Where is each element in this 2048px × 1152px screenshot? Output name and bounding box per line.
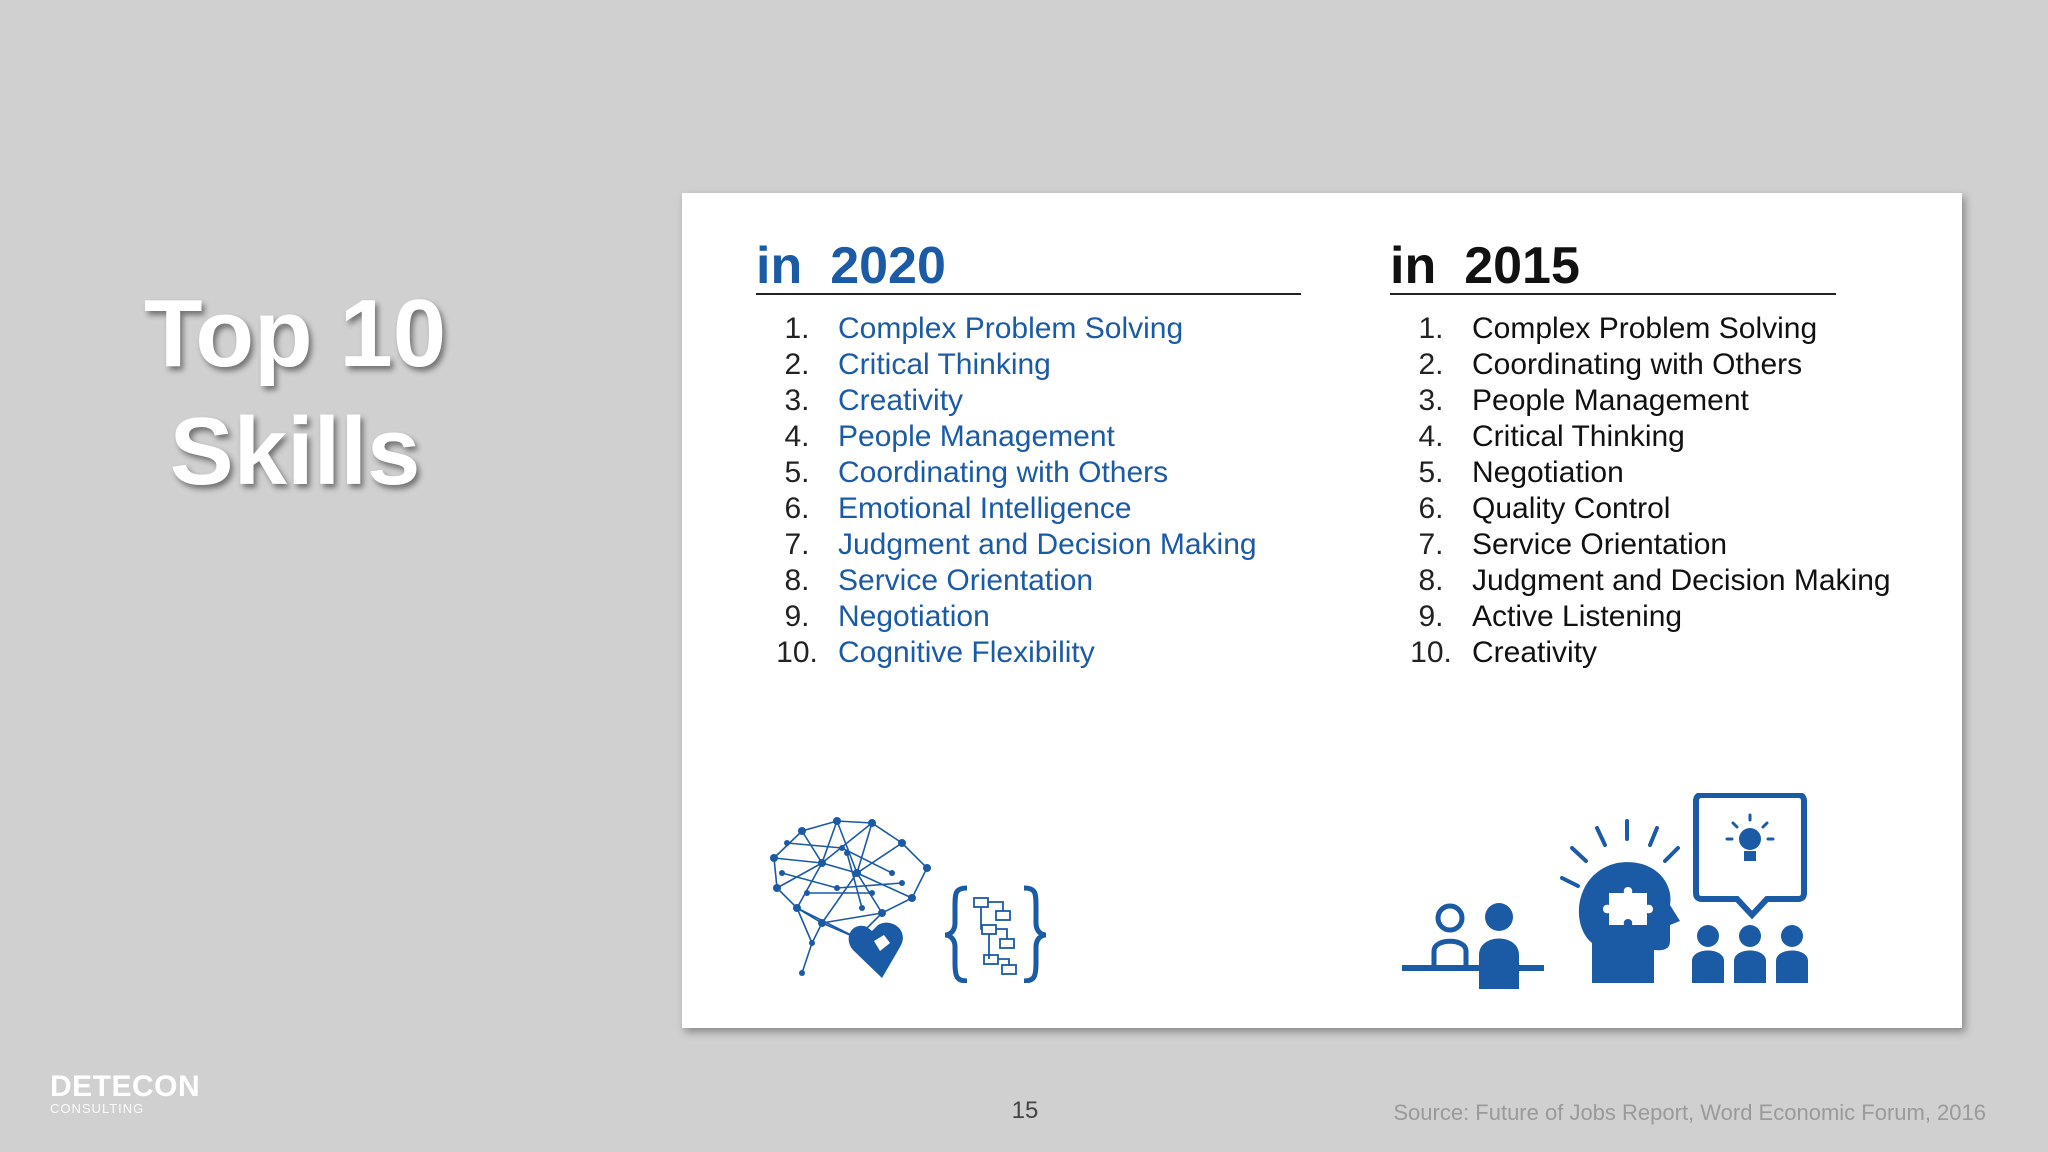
item-text: Creativity xyxy=(838,384,964,417)
item-number: 4. xyxy=(1418,420,1444,453)
item-text: Coordinating with Others xyxy=(838,456,1169,489)
list-item xyxy=(1390,527,1910,563)
list-item xyxy=(1390,311,1910,347)
item-text: Coordinating with Others xyxy=(1472,348,1803,381)
logo-subtitle: CONSULTING xyxy=(50,1101,145,1116)
column-2015-heading xyxy=(1390,239,1836,295)
list-item xyxy=(756,419,1301,455)
item-text: Critical Thinking xyxy=(1472,420,1685,453)
list-item xyxy=(756,563,1301,599)
item-number: 7. xyxy=(1418,528,1444,561)
item-text: Complex Problem Solving xyxy=(838,312,1184,345)
item-text: Service Orientation xyxy=(1472,528,1728,561)
list-item xyxy=(1390,491,1910,527)
item-number: 9. xyxy=(1418,600,1444,633)
list-item xyxy=(756,491,1301,527)
code-braces-icon xyxy=(945,888,1046,981)
detecon-logo xyxy=(50,1072,200,1116)
item-text: Creativity xyxy=(1472,636,1598,669)
item-text: People Management xyxy=(838,420,1115,453)
item-text: Judgment and Decision Making xyxy=(838,528,1257,561)
item-number: 8. xyxy=(784,564,810,597)
heading-prefix: in xyxy=(756,237,803,295)
item-text: Quality Control xyxy=(1472,492,1671,525)
skills-list-2020 xyxy=(756,311,1301,671)
source-citation: Source: Future of Jobs Report, Word Economic Forum, 2016 xyxy=(1393,1100,1986,1125)
item-number: 7. xyxy=(784,528,810,561)
list-item xyxy=(756,455,1301,491)
item-number: 3. xyxy=(1418,384,1444,417)
column-2015 xyxy=(1390,193,1910,671)
list-item xyxy=(1390,599,1910,635)
item-text: People Management xyxy=(1472,384,1749,417)
item-number: 8. xyxy=(1418,564,1444,597)
column-2020-heading xyxy=(756,239,1301,295)
item-number: 5. xyxy=(1418,456,1444,489)
presentation-idea-icon xyxy=(1692,795,1808,983)
item-text: Service Orientation xyxy=(838,564,1094,597)
item-text: Negotiation xyxy=(838,600,990,633)
item-number: 4. xyxy=(784,420,810,453)
slide-title-line-1: Top 10 xyxy=(143,280,447,387)
list-item xyxy=(1390,419,1910,455)
item-number: 9. xyxy=(784,600,810,633)
list-item xyxy=(756,311,1301,347)
list-item xyxy=(1390,635,1910,671)
slide-title-line-2: Skills xyxy=(169,398,421,505)
brain-network-icon xyxy=(770,817,931,976)
item-number: 3. xyxy=(784,384,810,417)
item-number: 2. xyxy=(784,348,810,381)
page-number: 15 xyxy=(1011,1097,1039,1124)
item-number: 6. xyxy=(1418,492,1444,525)
list-item xyxy=(1390,347,1910,383)
item-text: Cognitive Flexibility xyxy=(838,636,1095,669)
heading-year: 2015 xyxy=(1464,237,1580,295)
list-item xyxy=(756,383,1301,419)
head-puzzle-icon xyxy=(1562,821,1680,983)
list-item xyxy=(1390,455,1910,491)
item-text: Active Listening xyxy=(1472,600,1683,633)
item-text: Emotional Intelligence xyxy=(838,492,1132,525)
illustration-2020 xyxy=(762,813,1062,983)
list-item xyxy=(1390,383,1910,419)
heart-puzzle-icon xyxy=(849,923,903,978)
list-item xyxy=(756,635,1301,671)
item-text: Judgment and Decision Making xyxy=(1472,564,1891,597)
item-number: 6. xyxy=(784,492,810,525)
item-number: 1. xyxy=(784,312,810,345)
illustration-2015 xyxy=(1402,793,1862,993)
skills-card xyxy=(682,193,1962,1028)
item-number: 1. xyxy=(1418,312,1444,345)
item-text: Negotiation xyxy=(1472,456,1624,489)
interview-people-icon xyxy=(1402,903,1544,989)
list-item xyxy=(756,599,1301,635)
item-number: 10. xyxy=(776,636,818,669)
item-number: 5. xyxy=(784,456,810,489)
heading-year: 2020 xyxy=(830,237,946,295)
list-item xyxy=(1390,563,1910,599)
column-2020 xyxy=(756,193,1301,671)
heading-prefix: in xyxy=(1390,237,1437,295)
skills-list-2015 xyxy=(1390,311,1910,671)
logo-brand: DETECON xyxy=(50,1070,201,1103)
item-text: Critical Thinking xyxy=(838,348,1051,381)
list-item xyxy=(756,347,1301,383)
slide-title xyxy=(100,275,490,511)
item-number: 2. xyxy=(1418,348,1444,381)
item-text: Complex Problem Solving xyxy=(1472,312,1818,345)
item-number: 10. xyxy=(1410,636,1452,669)
list-item xyxy=(756,527,1301,563)
